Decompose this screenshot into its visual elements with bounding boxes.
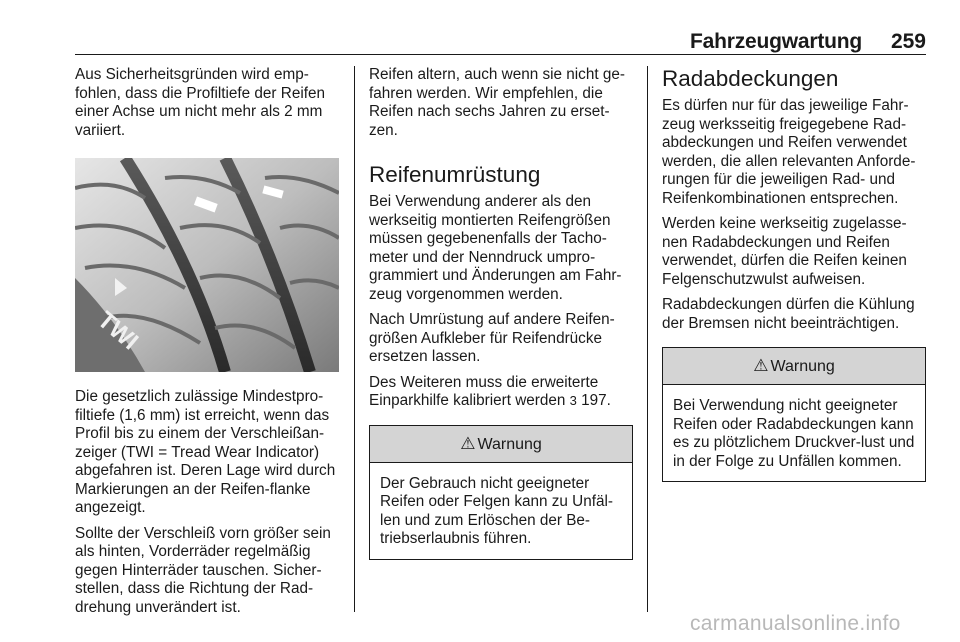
warning-header bbox=[370, 426, 632, 463]
paragraph: Reifen altern, auch wenn sie nicht ge-fahren werden. Wir empfehlen, die Reifen nach sechs Jahren zu erset-zen. bbox=[369, 66, 625, 139]
page-ref-link[interactable]: 197. bbox=[581, 392, 611, 409]
section-heading: Radabdeckungen bbox=[662, 66, 839, 91]
paragraph: Radabdeckungen dürfen die Kühlung der Bremsen nicht beeinträchtigen. bbox=[662, 296, 915, 332]
paragraph: Bei Verwendung anderer als den werkseitig montierten Reifengrößen müssen gegebenenfalls der Tacho-meter und der Nenndruck umpro-grammiert und Änderungen am Fahr-zeug vorgenommen werden. bbox=[369, 193, 622, 303]
warning-icon: ⚠ bbox=[460, 433, 476, 453]
paragraph bbox=[369, 374, 633, 411]
paragraph: Aus Sicherheitsgründen wird emp-fohlen, dass die Profiltiefe der Reifen einer Achse um nicht mehr als 2 mm variiert. bbox=[75, 66, 325, 139]
warning-header bbox=[663, 348, 925, 385]
warning-box bbox=[369, 425, 633, 560]
paragraph: Es dürfen nur für das jeweilige Fahr-zeug werksseitig freigegebene Rad-abdeckungen und Reifen verwendet werden, die allen relevanten Anforde-rungen für die jeweiligen Rad- und Reifenkombinationen entsprechen. bbox=[662, 97, 916, 207]
column-divider-2 bbox=[647, 66, 648, 612]
warning-text: Bei Verwendung nicht geeigneter Reifen oder Radabdeckungen kann es zu plötzlichem Druckver-lust und in der Folge zu Unfällen kommen. bbox=[673, 397, 915, 470]
section-heading: Reifenumrüstung bbox=[369, 162, 541, 187]
warning-title: Warnung bbox=[770, 358, 835, 375]
paragraph: Werden keine werkseitig zugelasse-nen Radabdeckungen und Reifen verwendet, dürfen die Reifen keinen Felgenschutzwulst aufweisen. bbox=[662, 215, 907, 288]
warning-box bbox=[662, 347, 926, 482]
watermark: carmanualsonline.info bbox=[690, 612, 901, 635]
page-number: 259 bbox=[890, 30, 926, 53]
tire-tread-figure bbox=[75, 158, 339, 372]
page-ref-arrow-icon: 3 bbox=[569, 393, 577, 408]
header-rule bbox=[75, 54, 926, 55]
paragraph: Die gesetzlich zulässige Mindestpro-filtiefe (1,6 mm) ist erreicht, wenn das Profil bis zu einem der Verschleißan-zeiger (TWI = Tread Wear Indicator) abgefahren ist. Deren Lage wird durch Markierungen an der Reifen-flanke angezeigt. bbox=[75, 388, 336, 516]
paragraph: Sollte der Verschleiß vorn größer sein als hinten, Vorderräder regelmäßig gegen Hinterräder tauschen. Sicher-stellen, dass die Richtung der Rad-drehung unverändert ist. bbox=[75, 524, 331, 616]
warning-icon: ⚠ bbox=[753, 356, 769, 375]
column-1 bbox=[75, 66, 339, 624]
warning-text: Der Gebrauch nicht geeigneter Reifen oder Felgen kann zu Unfäl-len und zum Erlöschen der Be-triebserlaubnis führen. bbox=[380, 474, 613, 547]
column-2 bbox=[369, 66, 633, 560]
warning-title: Warnung bbox=[477, 435, 542, 453]
column-divider-1 bbox=[354, 66, 355, 612]
paragraph-text: Des Weiteren muss die erweiterte Einparkhilfe kalibriert werden bbox=[369, 373, 599, 409]
paragraph: Nach Umrüstung auf andere Reifen-größen Aufkleber für Reifendrücke ersetzen lassen. bbox=[369, 311, 615, 365]
column-3 bbox=[662, 66, 926, 482]
twi-label: TWI bbox=[92, 306, 144, 356]
tire-tread-illustration bbox=[75, 158, 339, 372]
page-header-title: Fahrzeugwartung bbox=[690, 30, 863, 53]
